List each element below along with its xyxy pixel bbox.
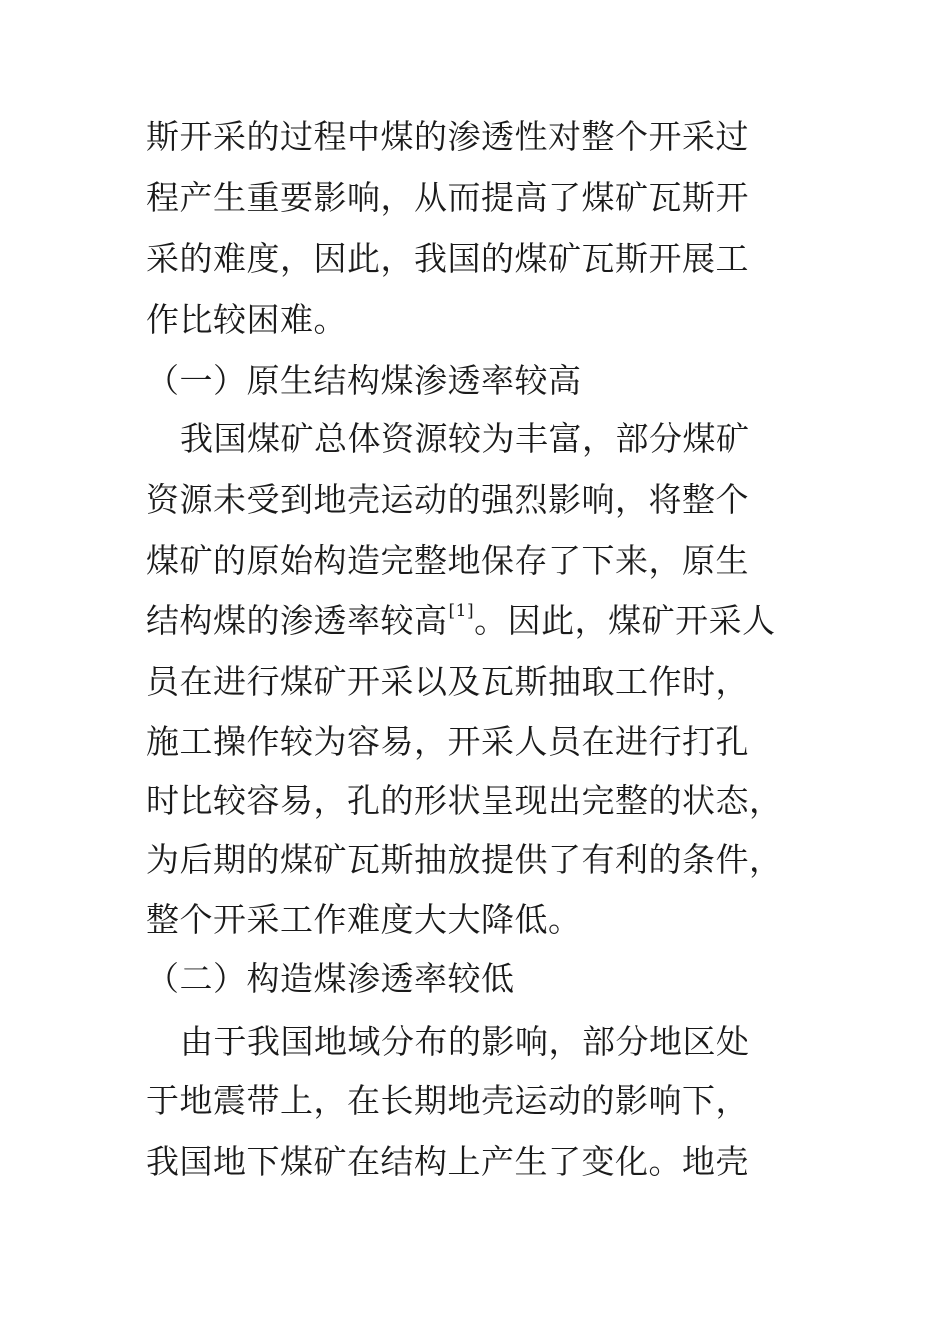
citation-reference[interactable]: [1] <box>448 601 475 621</box>
text-line: 施工操作较为容易，开采人员在进行打孔 <box>146 722 749 761</box>
text-line: 煤矿的原始构造完整地保存了下来，原生 <box>146 541 749 580</box>
text-fragment: 结构煤的渗透率较高 <box>146 601 448 640</box>
text-line: 斯开采的过程中煤的渗透性对整个开采过 <box>146 117 749 156</box>
text-line: 于地震带上，在长期地壳运动的影响下， <box>146 1081 749 1120</box>
text-line: 我国煤矿总体资源较为丰富，部分煤矿 <box>180 419 750 458</box>
text-line: 整个开采工作难度大大降低。 <box>146 900 582 939</box>
section-heading: （一）原生结构煤渗透率较高 <box>146 361 582 400</box>
section-heading: （二）构造煤渗透率较低 <box>146 959 515 998</box>
text-line: 采的难度，因此，我国的煤矿瓦斯开展工 <box>146 239 749 278</box>
text-line: 程产生重要影响，从而提高了煤矿瓦斯开 <box>146 178 749 217</box>
text-line: 为后期的煤矿瓦斯抽放提供了有利的条件， <box>146 840 783 879</box>
text-line: 时比较容易，孔的形状呈现出完整的状态， <box>146 781 783 820</box>
text-line: 由于我国地域分布的影响，部分地区处 <box>180 1022 750 1061</box>
text-line: 我国地下煤矿在结构上产生了变化。地壳 <box>146 1142 749 1181</box>
text-line-with-citation <box>146 591 776 651</box>
text-line: 资源未受到地壳运动的强烈影响，将整个 <box>146 480 749 519</box>
text-line: 作比较困难。 <box>146 300 347 339</box>
text-fragment: 。因此，煤矿开采人 <box>474 601 776 640</box>
text-line: 员在进行煤矿开采以及瓦斯抽取工作时， <box>146 662 749 701</box>
